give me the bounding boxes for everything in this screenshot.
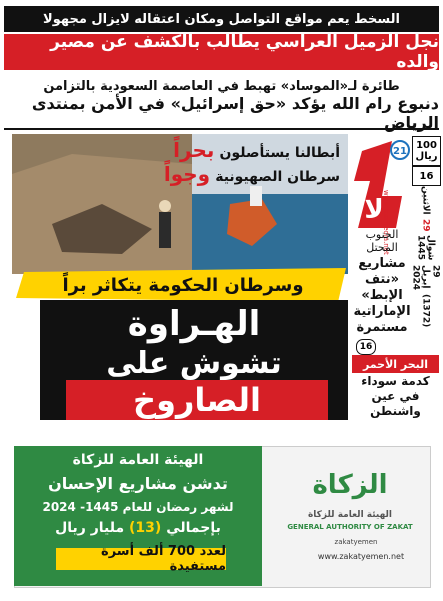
caption-red-sea: بحراً	[173, 138, 215, 162]
price-box	[412, 136, 441, 166]
ad-line-4-number: (13)	[129, 520, 162, 536]
photo-person-body	[159, 212, 171, 248]
ad-line-4	[20, 520, 256, 540]
side-story-1-title: مشاريع «نتف الإبط» الإماراتية مستمرة	[353, 256, 411, 335]
caption-red-air: وجواً	[163, 162, 211, 186]
ad-line-3: لشهر رمضان للعام 1445- 2024	[42, 500, 234, 514]
ad-brand-logo: الزكاة	[312, 470, 388, 500]
headline-strip-4: دنبوع رام الله يؤكد «حق إسرائيل» في الأمن بمنتدى الرياض	[4, 98, 439, 130]
sub-headline: وسرطان الحكومة يتكاثر براً	[62, 274, 304, 296]
issue-no: (1372)	[420, 293, 431, 327]
hijri-date: شوال 1445	[415, 235, 436, 261]
weekday: الاثنين	[420, 186, 431, 215]
main-headline-line-2: تشوش على	[106, 345, 282, 381]
date-column	[412, 186, 439, 326]
photo-sea	[192, 194, 348, 274]
site-url: www.laamedia.net	[382, 190, 390, 255]
gregorian-date: 29 إبريل 2024	[410, 264, 441, 290]
side-story-1-kicker: الجنوب المحتل	[365, 228, 399, 254]
side-story-2-title: كدمة سوداء في عين واشنطن	[361, 374, 430, 418]
caption-line2: سرطان الصهيونية	[215, 169, 340, 185]
caption-pre: أبطالنا يستأصلون	[219, 145, 340, 161]
ad-brand-english: GENERAL AUTHORITY OF ZAKAT	[287, 523, 413, 531]
main-headline-line-3: الصاروخ	[133, 381, 261, 419]
ad-line-4-post: مليار ريال	[55, 520, 125, 536]
headline-strip-2: نجل الزميل العراسي يطالب بالكشف عن مصير والده	[4, 34, 439, 70]
headline-strip-1: السخط يعم مواقع التواصل ومكان اعتقاله لايزال مجهولا	[4, 6, 439, 32]
photo-caption	[140, 138, 340, 188]
photo-ship-mast	[250, 186, 262, 206]
main-headline-line-1: الهـراوة	[127, 304, 261, 344]
side-story-1	[352, 228, 412, 338]
ad-brand-arabic: الهيئة العامة للزكاة	[307, 510, 392, 520]
ad-line-2: تدشن مشاريع الإحسان	[48, 474, 228, 493]
issue-price: 100	[416, 140, 437, 151]
ad-line-5: لعدد 700 ألف أسرة مستفيدة	[56, 548, 226, 570]
logo-badge: 21	[393, 146, 407, 157]
photo-person-head	[159, 200, 171, 212]
ad-social-handle: zakatyemen	[334, 538, 378, 546]
pages-box	[412, 166, 441, 186]
ad-line-4-pre: بإجمالي	[166, 520, 221, 536]
currency-label: ريال	[415, 151, 438, 162]
side-story-1-page: 16	[356, 339, 376, 355]
hijri-day: 29	[420, 218, 431, 232]
pages-count: 16	[419, 170, 434, 182]
ad-line-1: الهيئة العامة للزكاة	[72, 452, 204, 468]
side-story-2-kicker: البحر الأحمر	[352, 355, 439, 373]
logo-text: لا	[364, 195, 384, 225]
headline-strip-3: طائرة لـ«الموساد» تهبط في العاصمة السعودية بالتزامن	[43, 78, 400, 94]
ad-url: www.zakatyemen.net	[317, 552, 405, 561]
